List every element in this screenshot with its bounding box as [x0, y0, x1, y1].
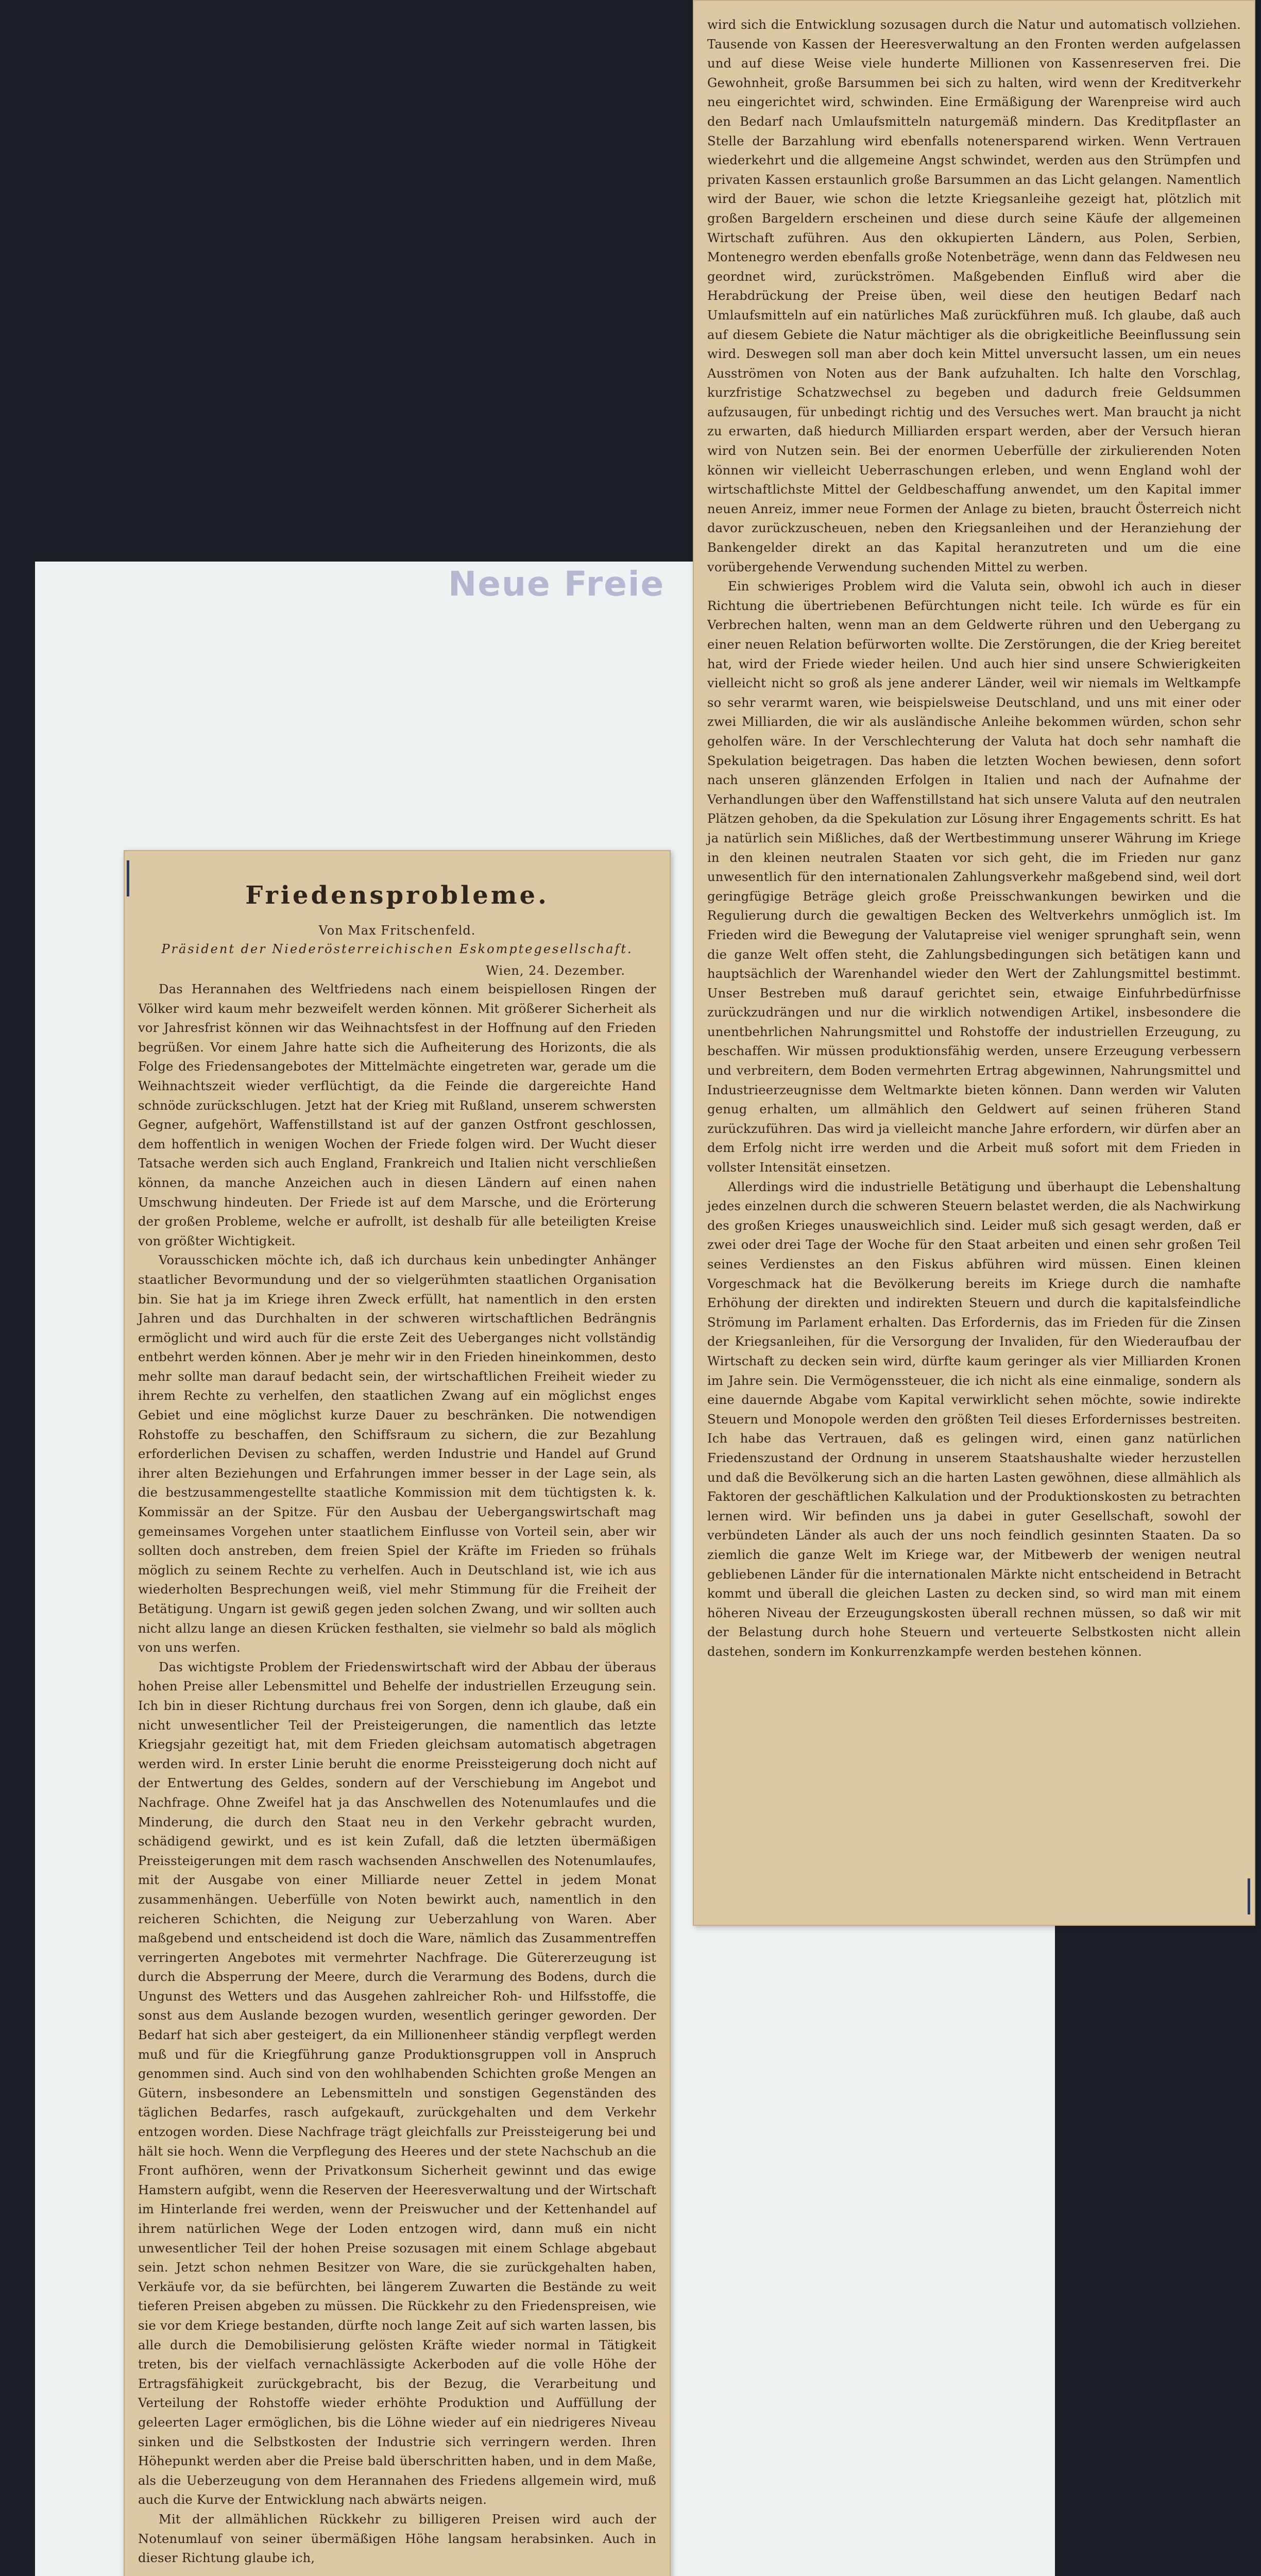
article-paragraph: Das wichtigste Problem der Friedenswirtschaft wird der Abbau der überaus hohen Preise aller Lebensmittel und Behelfe der industriellen Erzeugung sein. Ich bin in dieser Richtung durchaus frei von Sorgen, denn ich glaube, daß ein nicht unwesentlicher Teil der Preisteigerungen, die namentlich das letzte Kriegsjahr gezeitigt hat, mit dem Frieden gleichsam automatisch abgetragen werden wird. In erster Linie beruht die enorme Preissteigerung doch nicht auf der Entwertung des Geldes, sondern auf der Verschiebung im Angebot und Nachfrage. Ohne Zweifel hat ja das Anschwellen des Notenumlaufes und die Minderung, die durch den Staat neu in den Verkehr gebracht wurden, schädigend gewirkt, und es ist kein Zufall, daß die letzten übermäßigen Preissteigerungen mit dem rasch wachsenden Anschwellen des Notenumlaufes, mit der Ausgabe von einer Milliarde neuer Zettel in jedem Monat zusammenhängen. Ueberfülle von Noten bewirkt auch, namentlich in den reicheren Schichten, die Neigung zur Ueberzahlung von Waren. Aber maßgebend und entscheidend ist doch die Ware, nämlich das Zusammentreffen verringerten Angebotes mit vermehrter Nachfrage. Die Gütererzeugung ist durch die Absperrung der Meere, durch die Verarmung des Bodens, durch die Ungunst des Wetters und das Ausgehen zahlreicher Roh- und Hilfsstoffe, die sonst aus dem Auslande bezogen wurden, wesentlich geringer geworden. Der Bedarf hat sich aber gesteigert, da ein Millionenheer ständig verpflegt werden muß und für die Kriegführung ganze Produktionsgruppen voll in Anspruch genommen sind. Auch sind von den wohlhabenden Schichten große Mengen an Gütern, insbesondere an Lebensmitteln und sonstigen Gegenständen des täglichen Bedarfes, rasch aufgekauft, zurückgehalten und dem Verkehr entzogen worden. Diese Nachfrage trägt gleichfalls zur Preissteigerung bei und hält sie hoch. Wenn die Verpflegung des Heeres und der stete Nachschub an die Front aufhören, wenn der Privatkonsum Sicherheit gewinnt und das ewige Hamstern aufgibt, wenn die Reserven der Heeresverwaltung und der Wirtschaft im Hinterlande frei werden, wenn der Preiswucher und der Kettenhandel auf ihrem natürlichen Wege der Loden entzogen wird, dann muß ein nicht unwesentlicher Teil der hohen Preise sozusagen mit einem Schlage abgebaut sein. Jetzt schon nehmen Besitzer von Ware, die sie zurückgehalten haben, Verkäufe vor, da sie befürchten, bei längerem Zuwarten die Bestände zu weit tieferen Preisen abgeben zu müssen. Die Rückkehr zu den Friedenspreisen, wie sie vor dem Kriege bestanden, dürfte noch lange Zeit auf sich warten lassen, bis alle durch die Demobilisierung gelösten Kräfte wieder normal in Tätigkeit treten, bis der vielfach vernachlässigte Ackerboden auf die volle Höhe der Ertragsfähigkeit zurückgebracht, bis der Bezug, die Verarbeitung und Verteilung der Rohstoffe wieder erhöhte Produktion und Auffüllung der geleerten Lager ermöglichen, bis die Löhne wieder auf ein niedrigeres Niveau sinken und die Selbstkosten der Industrie sich verringern werden. Ihren Höhepunkt werden aber die Preise bald überschritten haben, und in dem Maße, als die Ueberzeugung von dem Herannahen des Friedens allgemein wird, muß auch die Kurve der Entwicklung nach abwärts neigen. — [138, 1659, 656, 2507]
article-paragraph: Das Herannahen des Weltfriedens nach einem beispiellosen Ringen der Völker wird kaum mehr bezweifelt werden können. Mit größerer Sicherheit als vor Jahresfrist können wir das Weihnachtsfest in der Hoffnung auf den Frieden begrüßen. Vor einem Jahre hatte sich die Aufheiterung des Horizonts, die als Folge des Friedensangebotes der Mittelmächte eingetreten war, gerade um die Weihnachtszeit wieder verflüchtigt, da die Feinde die dargereichte Hand schnöde zurückschlugen. Jetzt hat der Krieg mit Rußland, unserem schwersten Gegner, aufgehört, Waffenstillstand ist auf der ganzen Ostfront geschlossen, dem hoffentlich in wenigen Wochen der Friede folgen wird. Der Wucht dieser Tatsache werden sich auch England, Frankreich und Italien nicht verschließen können, da manche Anzeichen auch in diesen Ländern auf einen nahen Umschwung hindeuten. Der Friede ist auf dem Marsche, und die Erörterung der großen Probleme, welche er aufrollt, ist deshalb für alle beteiligten Kreise von größter Wichtigkeit. — [138, 982, 656, 1248]
article-paragraph: Ein schwieriges Problem wird die Valuta sein, obwohl ich auch in dieser Richtung die übertriebenen Befürchtungen nicht teile. Ich würde es für ein Verbrechen halten, wenn man an dem Geldwerte rühren und den Uebergang zu einer neuen Relation befürworten wollte. Die Zerstörungen, die der Krieg bereitet hat, wird der Friede wieder heilen. Und auch hier sind unsere Schwierigkeiten vielleicht nicht so groß als jene anderer Länder, weil wir niemals im Weltkampfe so sehr verarmt waren, wie beispielsweise Deutschland, und uns mit einer oder zwei Milliarden, die wir als ausländische Anleihe bekommen würden, schon sehr geholfen wäre. In der Verschlechterung der Valuta hat doch sehr namhaft die Spekulation beigetragen. Das haben die letzten Wochen bewiesen, denn sofort nach unseren glänzenden Erfolgen in Italien und nach der Aufnahme der Verhandlungen über den Waffenstillstand hat sich unsere Valuta auf den neutralen Plätzen gehoben, da die Spekulation zur Lösung ihrer Engagements schritt. Es hat ja natürlich sein Mißliches, daß der Wertbestimmung unserer Währung im Kriege in den kleinen neutralen Staaten vor sich geht, die im Frieden nur ganz unwesentlich für den internationalen Zahlungsverkehr maßgebend sind, weil dort geringfügige Beträge gleich große Preisschwankungen bewirken und die Regulierung durch die gewaltigen Becken des Weltverkehrs unmöglich ist. Im Frieden wird die Bewegung der Valutapreise viel weniger sprunghaft sein, wenn die ganze Welt offen steht, die Zahlungsbedingungen sich betätigen kann und hauptsächlich der Warenhandel wieder den Wert der Zahlungsmittel bestimmt. Unser Bestreben muß darauf gerichtet sein, etwaige Einfuhrbedürfnisse zurückzudrängen und nur die wirklich notwendigen Artikel, insbesondere die unentbehrlichen Nahrungsmittel und Rohstoffe der industriellen Erzeugung, zu beschaffen. Wir müssen produktionsfähig werden, unsere Erzeugung verbessern und verbreitern, dem Boden vermehrten Ertrag abgewinnen, Nahrungsmittel und Industrieerzeugnisse dem Weltmarkte bieten können. Dann werden wir Valuten genug erhalten, um allmählich den Geldwert auf seinen früheren Stand zurückzuführen. Das wird ja vielleicht manche Jahre erfordern, wir dürfen aber an dem Erfolg nicht irre werden und die Arbeit muß sofort mit dem Frieden in vollster Intensität einsetzen. — [707, 579, 1241, 1175]
article-dateline: Wien, 24. Dezember. — [486, 963, 625, 978]
author-affiliation: Präsident der Niederösterreichischen Eskomptegesellschaft. — [161, 942, 633, 956]
continuation-column — [707, 15, 1241, 1662]
article-byline: Von Max Fritschenfeld. — [318, 923, 476, 938]
article-paragraph: Allerdings wird die industrielle Betätigung und überhaupt die Lebenshaltung jedes einzelnen durch die schweren Steuern belastet werden, die als Nachwirkung des großen Krieges unausweichlich sind. Leider muß sich gesagt werden, daß er zwei oder drei Tage der Woche für den Staat arbeiten und einen sehr großen Teil seines Verdienstes an den Fiskus abführen wird müssen. Einen kleinen Vorgeschmack hat die Bevölkerung bereits im Kriege durch die namhafte Erhöhung der direkten und indirekten Steuern und durch die kapitalsfeindliche Strömung im Parlament erhalten. Das Erfordernis, das im Frieden für die Zinsen der Kriegsanleihen, für die Versorgung der Invaliden, für den Wiederaufbau der Wirtschaft zu decken sein wird, dürfte kaum geringer als vier Milliarden Kronen im Jahre sein. Die Vermögenssteuer, die ich nicht als eine einmalige, sondern als eine dauernde Abgabe vom Kapital verwirklicht sehen möchte, sowie indirekte Steuern und Monopole werden den größten Teil dieses Erfordernisses bestreiten. Ich habe das Vertrauen, daß es gelingen wird, einen ganz natürlichen Friedenszustand der Ordnung in unserem Staatshaushalte wieder herzustellen und daß die Bevölkerung sich an die harten Lasten gewöhnen, diese allmählich als Faktoren der geschäftlichen Kalkulation und der Produktionskosten zu betrachten lernen wird. Wir befinden uns ja dabei in guter Gesellschaft, sowohl der verbündeten Länder als auch der uns noch feindlich gesinnten Staaten. Da so ziemlich die ganze Welt im Kriege war, der Mitbewerb der wenigen neutral gebliebenen Länder für die internationalen Märkte nicht entscheidend in Betracht kommt und überall die gleichen Lasten zu decken sind, so wird man mit einem höheren Niveau der Erzeugungskosten überall rechnen müssen, so daß wir mit der Belastung durch hohe Steuern und verteuerte Selbstkosten nicht allein dastehen, sondern im Konkurrenzkampfe werden bestehen können. — [707, 1179, 1241, 1659]
article-paragraph: Vorausschicken möchte ich, daß ich durchaus kein unbedingter Anhänger staatlicher Bevormundung und der so vielgerühmten staatlichen Organisation bin. Sie hat ja im Kriege ihren Zweck erfüllt, hat namentlich in den ersten Jahren und das Durchhalten in der schweren wirtschaftlichen Bedrängnis ermöglicht und wird auch für die erste Zeit des Ueberganges nicht vollständig entbehrt werden können. Aber je mehr wir in den Frieden hineinkommen, desto mehr sollte man darauf bedacht sein, der wirtschaftlichen Freiheit wieder zu ihrem Rechte zu verhelfen, den staatlichen Zwang auf ein möglichst enges Gebiet und eine möglichst kurze Dauer zu beschränken. Die notwendigen Rohstoffe zu beschaffen, den Schiffsraum zu sichern, die zur Bezahlung erforderlichen Devisen zu schaffen, werden Industrie und Handel auf Grund ihrer alten Beziehungen und Erfahrungen immer besser in der Lage sein, als die bestzusammengestellte staatliche Kommission mit dem tüchtigsten k. k. Kommissär an der Spitze. Für den Ausbau der Uebergangswirtschaft mag gemeinsames Vorgehen unter staatlichem Einflusse von Vorteil sein, aber wir sollten doch anstreben, dem freien Spiel der Kräfte im Frieden so frühals möglich zu seinem Rechte zu verhelfen. Auch in Deutschland ist, wie ich aus wiederholten Besprechungen weiß, viel mehr Stimmung für die Freiheit der Betätigung. Ungarn ist gewiß gegen jeden solchen Zwang, und wir sollten auch nicht allzu lange an diesen Krücken festhalten, sie vielmehr so bald als möglich von uns werfen. — [138, 1253, 656, 1655]
article-paragraph: Mit der allmählichen Rückkehr zu billigeren Preisen wird auch der Notenumlauf von seiner übermäßigen Höhe langsam herabsinken. Auch in dieser Richtung glaube ich, — [138, 2512, 656, 2566]
article-title: Friedensprobleme. — [245, 881, 549, 910]
archive-stamp: Neue Freie — [448, 564, 665, 604]
clipping-marker — [1248, 1878, 1250, 1914]
newspaper-clipping-article — [124, 850, 671, 2576]
newspaper-clipping-continuation — [693, 0, 1255, 1926]
clipping-marker — [127, 860, 129, 896]
article-paragraph: wird sich die Entwicklung sozusagen durch die Natur und automatisch vollziehen. Tausende von Kassen der Heeresverwaltung an den Fronten werden aufgelassen und auf diese Weise viele hunderte Millionen von Kassenreserven frei. Die Gewohnheit, große Barsummen bei sich zu halten, wird wenn der Kreditverkehr neu eingerichtet wird, schwinden. Eine Ermäßigung der Warenpreise wird auch den Bedarf nach Umlaufsmitteln naturgemäß mindern. Das Kreditpflaster an Stelle der Barzahlung wird ebenfalls notenersparend wirken. Wenn Vertrauen wiederkehrt und die allgemeine Angst schwindet, werden aus den Strümpfen und privaten Kassen erstaunlich große Barsummen an das Licht gelangen. Namentlich wird der Bauer, wie schon die letzte Kriegsanleihe gezeigt hat, plötzlich mit großen Bargeldern erscheinen und diese durch seine Käufe der allgemeinen Wirtschaft zuführen. Aus den okkupierten Ländern, aus Polen, Serbien, Montenegro werden ebenfalls große Notenbeträge, wenn dann das Feldwesen neu geordnet wird, zurückströmen. Maßgebenden Einfluß wird aber die Herabdrückung der Preise üben, weil diese den heutigen Bedarf nach Umlaufsmitteln auf ein natürliches Maß zurückführen muß. Ich glaube, daß auch auf diesem Gebiete die Natur mächtiger als die obrigkeitliche Beeinflussung sein wird. Deswegen soll man aber doch kein Mittel unversucht lassen, um ein neues Ausströmen von Noten aus der Bank aufzuhalten. Ich halte den Vorschlag, kurzfristige Schatzwechsel zu begeben und dadurch freie Geldsummen aufzusaugen, für unbedingt richtig und des Versuches wert. Man braucht ja nicht zu erwarten, daß hiedurch Milliarden erspart werden, aber der Versuch hieran wird von Nutzen sein. Bei der enormen Ueberfülle der zirkulierenden Noten können wir vielleicht Ueberraschungen erleben, und wenn England wohl der wirtschaftlichste Mittel der Geldbeschaffung anwendet, um den Kapital immer neuen Anreiz, immer neue Formen der Anlage zu bieten, braucht Österreich nicht davor zurückzuscheuen, neben den Kriegsanleihen und der Heranziehung der Bankengelder direkt an das Kapital heranzutreten und um die eine vorübergehende Verwendung suchenden Mittel zu werben. — [707, 18, 1241, 574]
article-column — [138, 866, 656, 2568]
